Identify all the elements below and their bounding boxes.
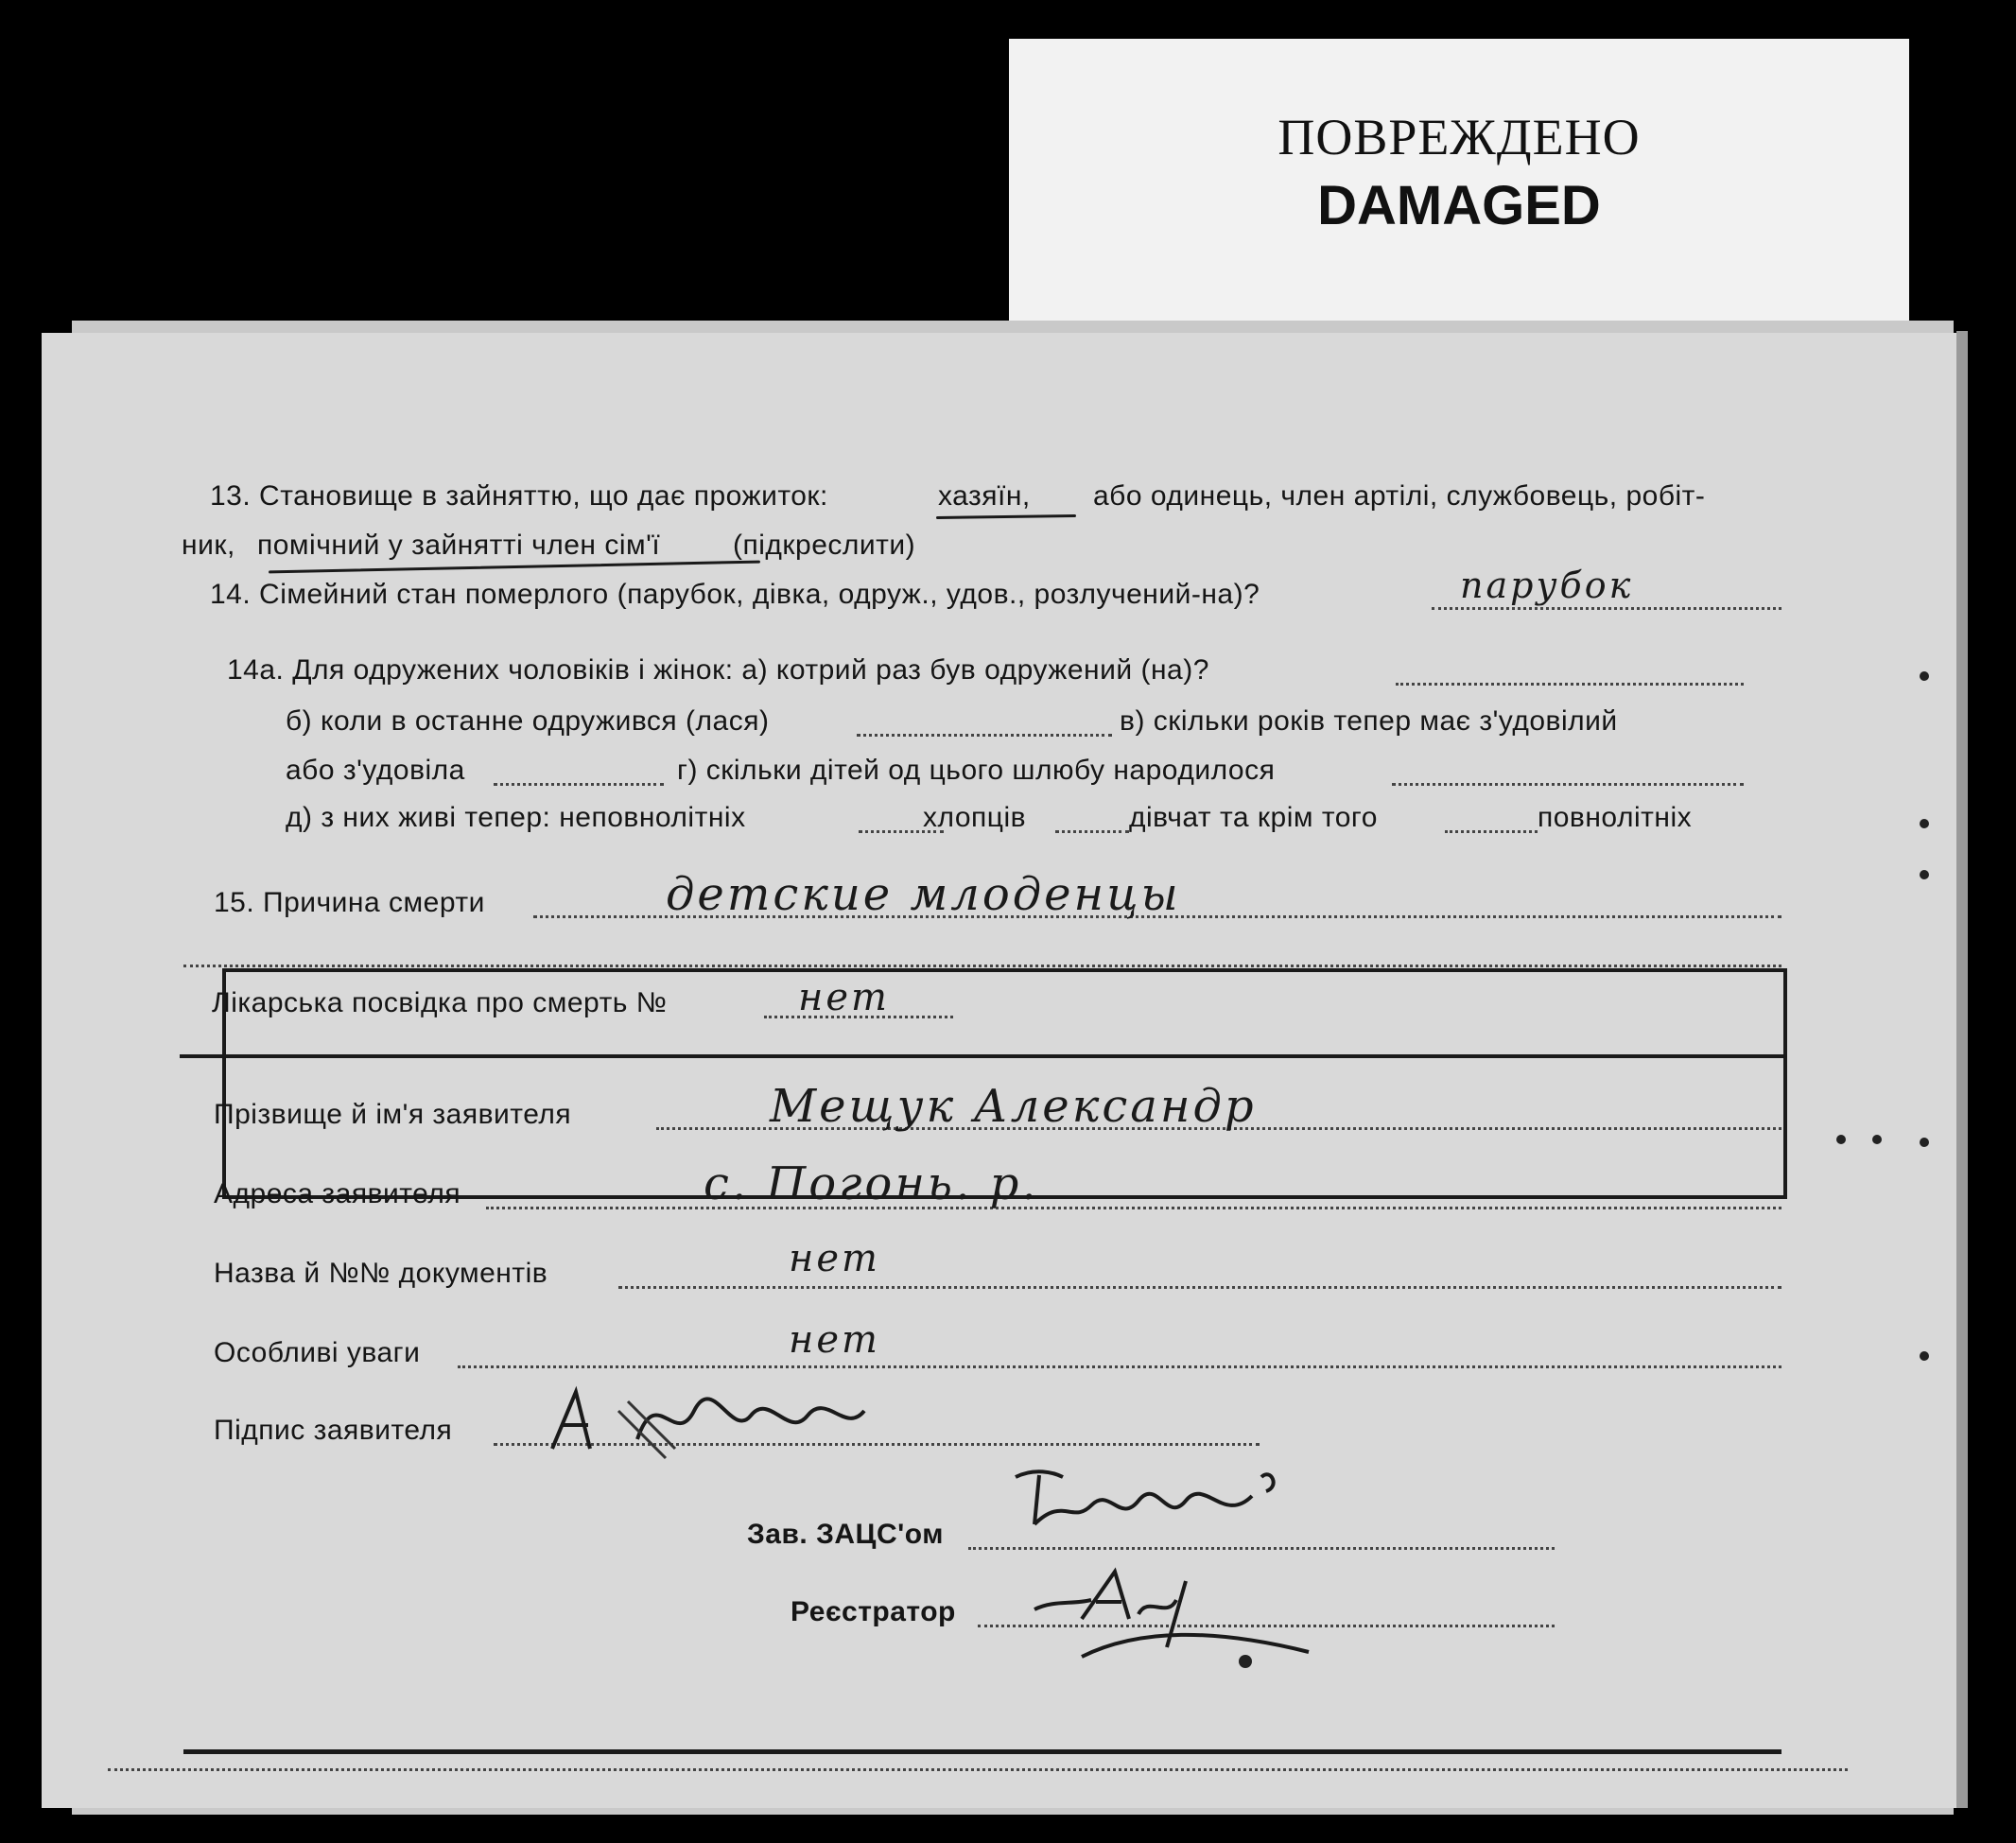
label-damaged-ukrainian: ПОВРЕЖДЕНО — [1277, 109, 1641, 165]
ink-blot — [1239, 1655, 1252, 1668]
q14a-line4-start: д) з них живі тепер: неповнолітніх — [286, 802, 746, 833]
q14a-line3-end: г) скільки дітей од цього шлюбу народилося — [677, 755, 1276, 786]
remarks-line — [458, 1365, 1781, 1368]
q14a-line2-end: в) скільки років тепер має з'удовілий — [1120, 705, 1618, 737]
remarks-label: Особливі уваги — [214, 1337, 421, 1368]
q14a-line3-blank-a — [494, 783, 664, 786]
q13-line2-end: (підкреслити) — [733, 530, 916, 561]
q14a-line3-blank-b — [1392, 783, 1744, 786]
applicant-signature-label: Підпис заявителя — [214, 1415, 453, 1446]
documents-label: Назва й №№ документів — [214, 1258, 548, 1289]
hw-remarks: нет — [789, 1318, 880, 1362]
applicant-address-label: Адреса заявителя — [214, 1178, 461, 1209]
hw-applicant-name: Мещук Александр — [770, 1080, 1257, 1133]
q13-line2-start: ник, — [182, 530, 235, 561]
label-damaged-english: DAMAGED — [1317, 175, 1601, 236]
q14-answer-line — [1432, 607, 1781, 610]
form-sheet — [42, 333, 1959, 1808]
q14a-line2-start: б) коли в останне одружився (лася) — [286, 705, 770, 737]
applicant-signature — [533, 1373, 930, 1468]
q13-owner-word: хазяїн, — [938, 480, 1031, 512]
hw-cert-number: нет — [798, 976, 890, 1019]
owner-underline — [936, 514, 1076, 519]
applicant-address-line — [486, 1207, 1781, 1209]
medical-certificate-label: Лікарська посвідка про смерть № — [212, 987, 668, 1018]
q14-marital-status: 14. Сімейний стан померлого (парубок, дівка, одруж., удов., розлучений-на)? — [210, 579, 1260, 610]
helper-underline — [269, 561, 760, 574]
q14a-line4-girls: дівчат та крім того — [1129, 802, 1378, 833]
head-zags-signature — [1006, 1458, 1318, 1553]
q15-answer-line-2 — [183, 965, 1781, 967]
q14a-line4-blank-b — [1055, 830, 1129, 833]
q13-line1-start: 13. Становище в зайняттю, що дає прожиток: — [210, 480, 828, 512]
q14a-line1: 14а. Для одружених чоловіків і жінок: а) котрий раз був одружений (на)? — [227, 654, 1209, 686]
q13-helper-phrase: помічний у зайнятті член сім'ї — [257, 530, 661, 561]
punch-mark — [1920, 1351, 1929, 1361]
bottom-rule — [183, 1749, 1781, 1754]
applicant-name-label: Прізвище й ім'я заявителя — [214, 1099, 572, 1130]
punch-mark — [1920, 870, 1929, 879]
punch-mark — [1872, 1135, 1882, 1144]
head-zags-label: Зав. ЗАЦС'ом — [747, 1519, 944, 1550]
hw-documents: нет — [789, 1237, 880, 1280]
punch-mark — [1920, 819, 1929, 828]
punch-mark — [1920, 1138, 1929, 1147]
section-divider — [180, 1054, 1783, 1058]
q14a-line4-blank-c — [1445, 830, 1538, 833]
documents-line — [618, 1286, 1781, 1289]
hw-cause-of-death: детские млоденцы — [666, 868, 1181, 921]
damaged-label-card — [1009, 39, 1909, 322]
punch-mark — [1920, 671, 1929, 681]
q15-cause-of-death: 15. Причина смерти — [214, 887, 485, 918]
q14a-line4-boys: хлопців — [923, 802, 1027, 833]
registrar-label: Реєстратор — [791, 1596, 956, 1627]
q14a-line3-start: або з'удовіла — [286, 755, 465, 786]
punch-mark — [1836, 1135, 1846, 1144]
q14a-line2-blank — [857, 734, 1112, 737]
sheet-right-edge — [1956, 331, 1968, 1808]
q14a-line1-blank — [1396, 683, 1744, 686]
bottom-dotted-edge — [108, 1768, 1848, 1771]
q14a-line4-adults: повнолітніх — [1538, 802, 1693, 833]
hw-marital-status: парубок — [1460, 565, 1634, 606]
q13-line1-end: або одинець, член артілі, службовець, робіт- — [1093, 480, 1706, 512]
hw-applicant-address: с. Погонь. р. — [704, 1157, 1039, 1210]
registrar-signature — [1025, 1562, 1337, 1676]
